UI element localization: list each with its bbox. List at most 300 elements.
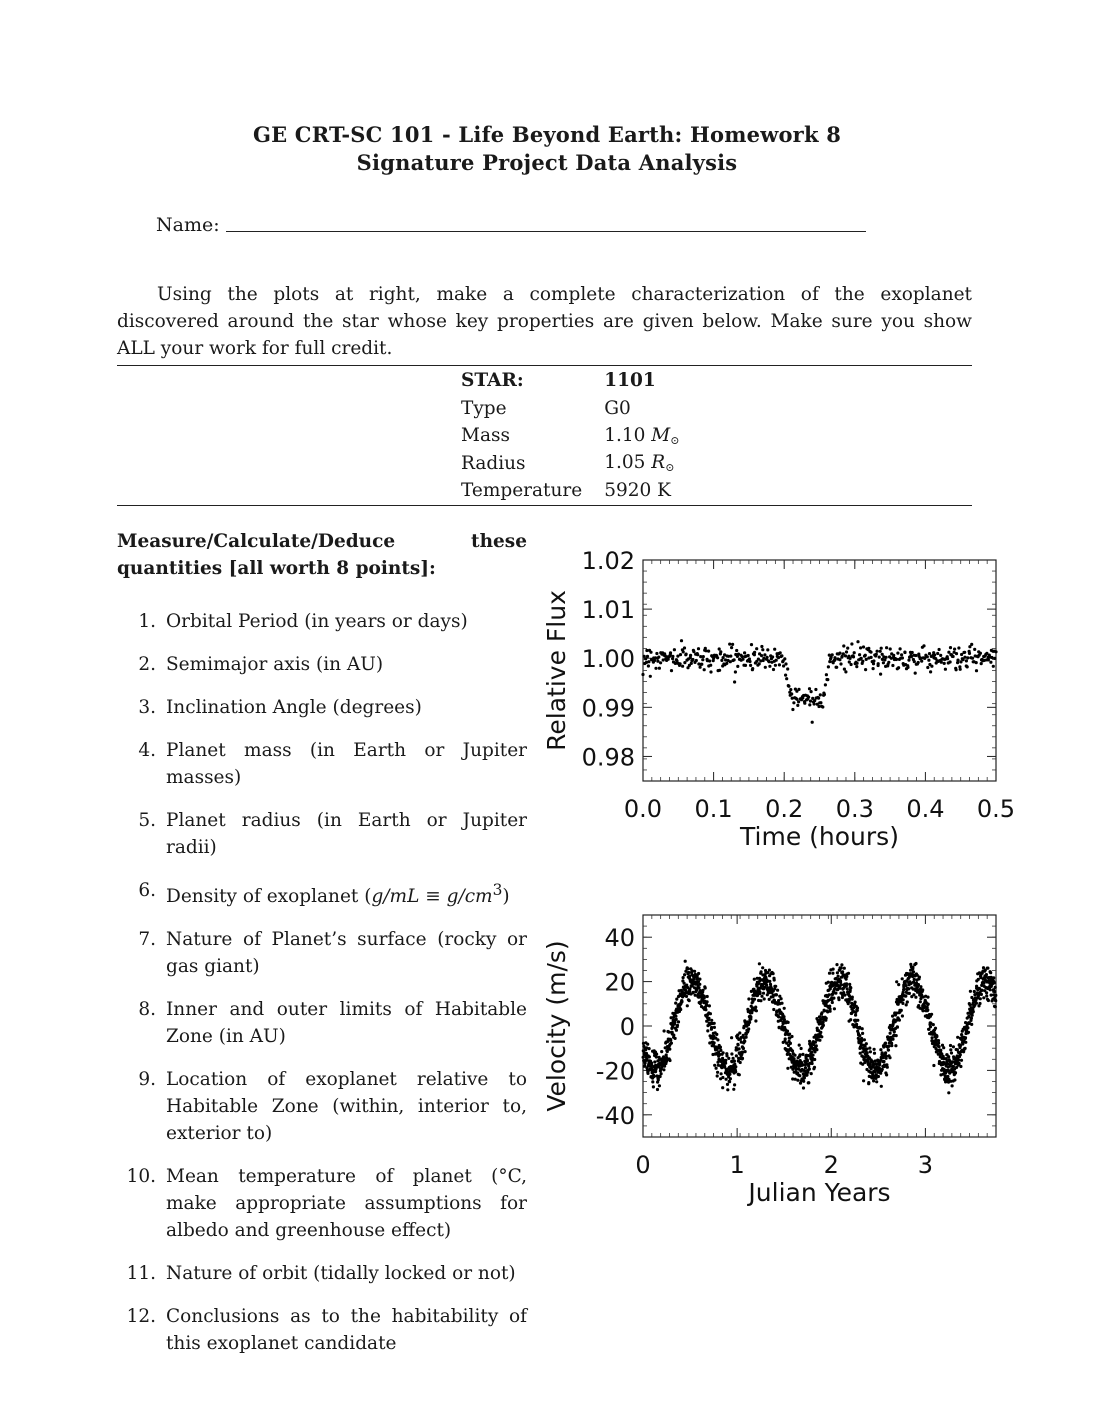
data-point (917, 661, 920, 664)
data-point (681, 665, 684, 668)
table-top-rule (117, 365, 972, 366)
data-point (901, 977, 904, 980)
data-point (660, 1072, 663, 1075)
data-point (755, 1009, 758, 1012)
data-point (786, 667, 789, 670)
data-point (836, 971, 839, 974)
data-point (773, 648, 776, 651)
data-point (854, 1001, 857, 1004)
data-point (738, 1047, 741, 1050)
data-point (927, 659, 930, 662)
data-point (758, 962, 761, 965)
data-point (743, 1040, 746, 1043)
data-point (906, 666, 909, 669)
data-point (716, 1071, 719, 1074)
data-point (647, 664, 650, 667)
data-point (865, 1047, 868, 1050)
data-point (818, 1039, 821, 1042)
data-point (713, 1064, 716, 1067)
data-point (827, 981, 830, 984)
data-point (835, 963, 838, 966)
star-row-label: Radius (461, 452, 526, 474)
y-tick-label: -20 (595, 1057, 635, 1086)
data-point (887, 1045, 890, 1048)
data-point (831, 653, 834, 656)
data-point (960, 1059, 963, 1062)
data-point (779, 651, 782, 654)
data-point (906, 1000, 909, 1003)
data-point (969, 990, 972, 993)
data-point (797, 700, 800, 703)
data-point (810, 1050, 813, 1053)
data-point (856, 1019, 859, 1022)
data-point (859, 646, 862, 649)
data-point (704, 986, 707, 989)
data-point (960, 1033, 963, 1036)
data-point (690, 662, 693, 665)
data-point (673, 1021, 676, 1024)
data-point (783, 657, 786, 660)
data-point (901, 1014, 904, 1017)
data-point (804, 1066, 807, 1069)
y-tick-label: 0 (619, 1013, 635, 1041)
data-point (780, 654, 783, 657)
data-point (726, 1088, 729, 1091)
data-point (701, 658, 704, 661)
data-point (872, 667, 875, 670)
data-point (843, 967, 846, 970)
data-point (766, 648, 769, 651)
data-point (970, 1017, 973, 1020)
data-point (667, 1031, 670, 1034)
data-point (829, 1007, 832, 1010)
data-point (902, 998, 905, 1001)
data-point (873, 1070, 876, 1073)
data-point (699, 666, 702, 669)
data-point (838, 652, 841, 655)
data-point (864, 654, 867, 657)
data-point (980, 662, 983, 665)
data-point (957, 1059, 960, 1062)
data-point (739, 1061, 742, 1064)
data-point (947, 1055, 950, 1058)
data-point (858, 653, 861, 656)
y-axis-label: Velocity (m/s) (542, 940, 571, 1112)
data-point (688, 999, 691, 1002)
data-point (940, 661, 943, 664)
data-point (789, 1042, 792, 1045)
star-row-value: G0 (604, 397, 631, 419)
data-point (641, 673, 644, 676)
data-point (947, 1091, 950, 1094)
data-point (837, 975, 840, 978)
data-point (768, 969, 771, 972)
data-point (913, 978, 916, 981)
data-point (727, 1057, 730, 1060)
data-point (907, 987, 910, 990)
data-point (652, 1085, 655, 1088)
data-point (733, 1083, 736, 1086)
y-tick-label: 0.98 (581, 743, 635, 772)
data-point (802, 1080, 805, 1083)
data-point (728, 643, 731, 646)
data-point (963, 651, 966, 654)
data-point (749, 1015, 752, 1018)
data-point (773, 978, 776, 981)
data-point (680, 639, 683, 642)
data-point (790, 1035, 793, 1038)
data-point (846, 647, 849, 650)
data-point (866, 1051, 869, 1054)
y-tick-label: -40 (595, 1101, 635, 1130)
data-point (880, 1085, 883, 1088)
data-point (885, 1055, 888, 1058)
data-point (731, 643, 734, 646)
data-point (845, 650, 848, 653)
data-point (865, 658, 868, 661)
star-row-value: 1.10 $M_⊙$ (604, 424, 680, 447)
star-table-header-row (455, 367, 685, 395)
data-point (761, 648, 764, 651)
data-point (825, 1017, 828, 1020)
data-point (938, 648, 941, 651)
data-point (741, 1057, 744, 1060)
data-point (813, 1058, 816, 1061)
questions-heading: Measure/Calculate/Deduce these quantities [all worth 8 points]: (117, 531, 527, 579)
data-point (819, 701, 822, 704)
plot-frame (643, 915, 996, 1137)
data-point (697, 647, 700, 650)
data-point (785, 677, 788, 680)
data-point (823, 693, 826, 696)
data-point (958, 1062, 961, 1065)
data-point (912, 970, 915, 973)
data-point (766, 656, 769, 659)
data-point (808, 703, 811, 706)
data-point (783, 1018, 786, 1021)
data-point (698, 978, 701, 981)
data-point (848, 983, 851, 986)
data-point (989, 988, 992, 991)
data-point (878, 656, 881, 659)
data-point (692, 991, 695, 994)
data-point (674, 1002, 677, 1005)
data-point (920, 660, 923, 663)
data-point (982, 996, 985, 999)
data-point (949, 646, 952, 649)
data-point (810, 690, 813, 693)
data-point (733, 1060, 736, 1063)
x-tick-label: 0.2 (765, 795, 804, 823)
data-point (926, 655, 929, 658)
data-point (751, 667, 754, 670)
data-point (800, 1047, 803, 1050)
data-point (930, 665, 933, 668)
data-point (713, 1041, 716, 1044)
data-point (674, 1037, 677, 1040)
data-point (775, 659, 778, 662)
data-point (788, 1033, 791, 1036)
data-point (697, 986, 700, 989)
title-line-1: GE CRT-SC 101 - Life Beyond Earth: Homework 8 (252, 122, 842, 147)
data-point (668, 1048, 671, 1051)
data-point (907, 659, 910, 662)
data-point (939, 654, 942, 657)
title-line-2: Signature Project Data Analysis (356, 150, 738, 175)
data-point (787, 1021, 790, 1024)
data-point (897, 666, 900, 669)
data-point (655, 1053, 658, 1056)
data-point (819, 693, 822, 696)
data-point (824, 683, 827, 686)
data-point (649, 651, 652, 654)
data-point (730, 1052, 733, 1055)
data-point (841, 970, 844, 973)
data-point (811, 721, 814, 724)
x-tick-label: 0.0 (623, 795, 663, 823)
data-point (872, 659, 875, 662)
data-point (654, 667, 657, 670)
data-point (826, 678, 829, 681)
list-item: 1. Orbital Period (in years or days) (138, 611, 468, 632)
data-point (721, 1076, 724, 1079)
data-point (825, 673, 828, 676)
data-point (782, 1015, 785, 1018)
data-point (856, 662, 859, 665)
data-point (950, 1051, 953, 1054)
data-point (895, 1034, 898, 1037)
data-point (753, 998, 756, 1001)
data-point (891, 1038, 894, 1041)
data-point (966, 656, 969, 659)
star-header-value: 1101 (604, 370, 656, 392)
data-point (867, 647, 870, 650)
data-point (789, 688, 792, 691)
data-point (741, 658, 744, 661)
x-tick-label: 0.4 (906, 795, 945, 823)
data-point (725, 1078, 728, 1081)
data-point (900, 653, 903, 656)
data-point (798, 1053, 801, 1056)
data-point (887, 661, 890, 664)
data-point (663, 1029, 666, 1032)
data-point (949, 660, 952, 663)
data-point (744, 1050, 747, 1053)
data-point (708, 659, 711, 662)
data-point (730, 646, 733, 649)
data-point (929, 1025, 932, 1028)
data-point (807, 696, 810, 699)
data-point (715, 1033, 718, 1036)
data-point (884, 1042, 887, 1045)
data-point (659, 661, 662, 664)
data-point (774, 985, 777, 988)
data-point (657, 656, 660, 659)
data-point (987, 658, 990, 661)
list-item: 5. Planet radius (in Earth or Jupiter radii) (138, 810, 527, 858)
data-point (864, 668, 867, 671)
data-point (713, 1026, 716, 1029)
list-item: 2. Semimajor axis (in AU) (138, 654, 384, 675)
data-point (765, 984, 768, 987)
data-point (919, 985, 922, 988)
data-point (772, 1008, 775, 1011)
data-point (784, 662, 787, 665)
data-point (760, 654, 763, 657)
data-point (809, 700, 812, 703)
list-item: 3. Inclination Angle (degrees) (138, 697, 422, 718)
data-point (840, 963, 843, 966)
data-point (682, 650, 685, 653)
data-point (784, 1037, 787, 1040)
data-point (698, 983, 701, 986)
data-point (780, 997, 783, 1000)
data-point (928, 652, 931, 655)
x-axis-label: Julian Years (748, 1178, 891, 1207)
data-point (849, 1018, 852, 1021)
data-point (860, 657, 863, 660)
data-point (728, 1080, 731, 1083)
data-point (706, 1000, 709, 1003)
data-point (927, 1003, 930, 1006)
data-point (822, 1024, 825, 1027)
data-point (653, 1060, 656, 1063)
data-point (683, 982, 686, 985)
data-point (683, 646, 686, 649)
data-point (932, 1064, 935, 1067)
data-point (856, 640, 859, 643)
data-point (827, 665, 830, 668)
data-point (707, 1017, 710, 1020)
data-point (865, 1042, 868, 1045)
data-point (706, 995, 709, 998)
data-point (820, 1035, 823, 1038)
data-point (735, 1054, 738, 1057)
data-point (658, 1084, 661, 1087)
name-input-line[interactable] (226, 231, 866, 232)
data-point (734, 1065, 737, 1068)
data-point (892, 654, 895, 657)
data-point (763, 997, 766, 1000)
data-point (852, 655, 855, 658)
data-point (703, 996, 706, 999)
data-point (775, 993, 778, 996)
data-point (768, 980, 771, 983)
star-row-label: Temperature (461, 480, 583, 502)
data-point (774, 664, 777, 667)
data-point (722, 656, 725, 659)
data-point (803, 702, 806, 705)
data-point (684, 960, 687, 963)
data-point (879, 1048, 882, 1051)
data-point (734, 670, 737, 673)
data-point (671, 655, 674, 658)
data-point (745, 1036, 748, 1039)
data-point (768, 998, 771, 1001)
data-point (968, 652, 971, 655)
data-point (977, 978, 980, 981)
data-point (918, 976, 921, 979)
data-point (768, 660, 771, 663)
data-point (886, 1066, 889, 1069)
data-point (935, 1035, 938, 1038)
data-point (885, 1073, 888, 1076)
data-point (737, 1043, 740, 1046)
data-point (926, 666, 929, 669)
data-point (881, 1068, 884, 1071)
data-point (967, 1031, 970, 1034)
data-point (738, 1073, 741, 1076)
data-point (793, 1057, 796, 1060)
data-point (993, 990, 996, 993)
data-point (696, 653, 699, 656)
data-point (762, 992, 765, 995)
data-point (985, 973, 988, 976)
data-point (662, 1068, 665, 1071)
data-point (840, 966, 843, 969)
data-point (891, 1015, 894, 1018)
data-point (724, 1062, 727, 1065)
data-point (735, 649, 738, 652)
data-point (902, 987, 905, 990)
data-point (855, 665, 858, 668)
data-point (904, 984, 907, 987)
data-point (659, 1075, 662, 1078)
data-point (964, 1047, 967, 1050)
data-point (895, 980, 898, 983)
list-item: 4. Planet mass (in Earth or Jupiter masses) (138, 740, 527, 788)
star-row-value: 5920 K (604, 480, 671, 502)
data-point (801, 1053, 804, 1056)
data-point (966, 1026, 969, 1029)
data-point (675, 1018, 678, 1021)
data-point (959, 1053, 962, 1056)
data-point (888, 1056, 891, 1059)
data-point (904, 995, 907, 998)
data-point (683, 661, 686, 664)
data-point (716, 656, 719, 659)
data-point (912, 981, 915, 984)
data-point (897, 983, 900, 986)
data-point (753, 978, 756, 981)
data-point (844, 654, 847, 657)
data-point (750, 643, 753, 646)
data-point (791, 708, 794, 711)
data-point (936, 652, 939, 655)
data-point (683, 973, 686, 976)
data-point (895, 658, 898, 661)
data-point (914, 962, 917, 965)
list-item: 9. Location of exoplanet relative to Habitable Zone (within, interior to, exterior to) (138, 1069, 527, 1145)
data-point (808, 1067, 811, 1070)
data-point (875, 653, 878, 656)
data-point (768, 665, 771, 668)
data-point (838, 658, 841, 661)
data-point (949, 1048, 952, 1051)
data-point (882, 661, 885, 664)
data-point (877, 1075, 880, 1078)
data-point (861, 1027, 864, 1030)
data-point (721, 1086, 724, 1089)
data-point (946, 657, 949, 660)
data-point (772, 972, 775, 975)
data-point (722, 1051, 725, 1054)
data-point (885, 656, 888, 659)
data-point (851, 996, 854, 999)
data-point (831, 1001, 834, 1004)
plot-frame (643, 560, 996, 781)
data-point (646, 655, 649, 658)
